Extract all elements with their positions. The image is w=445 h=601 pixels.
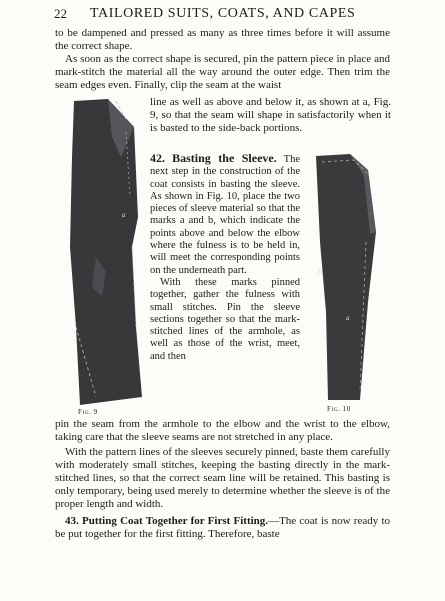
fig10-label-a: a xyxy=(346,314,350,322)
page-number: 22 xyxy=(54,6,67,21)
paragraph-marks-pinned: With these marks pinned together, gather the fulness with small stitches. Pin the sleeve sections together so that the mark-stitched lines of the armhole, as well as those of the wrist, meet, and then xyxy=(150,276,300,362)
section-42 xyxy=(150,152,300,363)
paragraph-continuation: to be dampened and pressed as many as three times before it will assume the correct shape. xyxy=(55,27,390,52)
clip-seam-continuation: line as well as above and below it, as shown at a, Fig. 9, so that the seam will shape in satisfactorily when it is basted to the side-back portions. xyxy=(150,96,391,134)
section-42-number: 42. xyxy=(150,151,165,165)
section-43-title: Putting Coat Together for First Fitting. xyxy=(82,515,269,527)
intro-block xyxy=(55,27,390,92)
fig10-label-b: b xyxy=(318,268,322,276)
section-43-number: 43. xyxy=(65,515,79,527)
figure-10 xyxy=(310,152,382,404)
figure-10-illustration xyxy=(310,152,382,404)
lower-block xyxy=(55,418,390,541)
paragraph-pattern-lines: With the pattern lines of the sleeves securely pinned, baste them carefully with moderately small stitches, keeping the basting directly in the mark-stitched lines, so that the correct seam line will be retained. This basting is only temporary, being used merely to determine whether the sleeve is of the proper length and width. xyxy=(55,446,390,510)
section-42-title: Basting the Sleeve. xyxy=(172,151,277,165)
fig9-caption: Fig. 9 xyxy=(78,408,98,416)
figure-9 xyxy=(66,97,144,409)
page-header xyxy=(54,6,394,24)
running-title: TAILORED SUITS, COATS, AND CAPES xyxy=(90,6,356,21)
section-42-body: 42. Basting the Sleeve. The next step in the construction of the coat consists in basting the sleeve. As shown in Fig. 10, place the two pieces of sleeve material so that the marks a and b, which indicate the points above and below the elbow where the fulness is to be held in, will meet the corresponding points on the underneath part. xyxy=(150,151,300,276)
paragraph-pattern-piece: As soon as the correct shape is secured, pin the pattern piece in place and mark-stitch the material all the way around the outer edge. Then trim the seam edges even. Finally, clip the seam at the waist xyxy=(55,53,390,91)
fig10-caption: Fig. 10 xyxy=(327,405,351,413)
paragraph-marks-continuation: pin the seam from the armhole to the elbow and the wrist to the elbow, taking care that the sleeve seams are not stretched in any place. xyxy=(55,418,390,443)
figure-9-illustration xyxy=(66,97,144,409)
section-43-body: —The coat is now ready to be put together for the first fitting. Therefore, baste xyxy=(55,515,391,540)
fig9-label-a: a xyxy=(122,211,126,219)
section-43 xyxy=(55,515,390,541)
